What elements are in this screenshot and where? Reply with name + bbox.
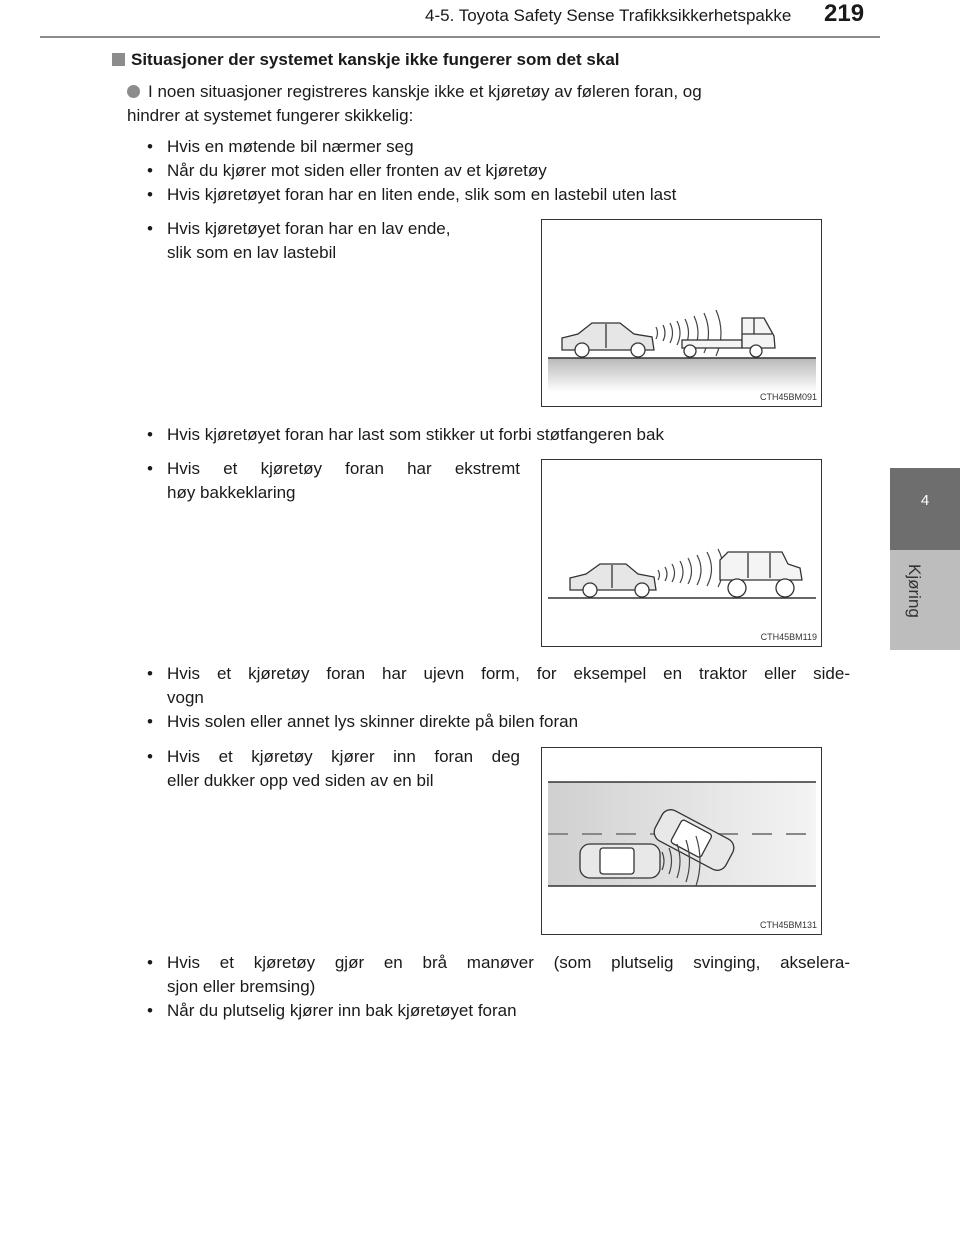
list-item bbox=[147, 662, 850, 710]
section-heading-text: Situasjoner der systemet kanskje ikke fungerer som det skal bbox=[131, 50, 620, 69]
list-item bbox=[147, 999, 847, 1023]
bullet-marker: • bbox=[147, 425, 153, 444]
list-item-text: Hvis kjøretøyet foran har last som stikker ut forbi støtfangeren bak bbox=[167, 425, 664, 444]
list-item bbox=[147, 745, 520, 793]
list-item-text: vogn bbox=[167, 688, 204, 707]
list-item bbox=[147, 183, 857, 207]
figure-code: CTH45BM091 bbox=[759, 392, 817, 402]
bullet-marker: • bbox=[147, 1001, 153, 1020]
header-divider bbox=[40, 36, 880, 38]
intro-paragraph bbox=[127, 80, 851, 128]
list-item-text: Hvis et kjøretøy gjør en brå manøver (som plutselig svinging, akselera- bbox=[167, 953, 850, 972]
bullet-marker: • bbox=[147, 712, 153, 731]
high-clearance-illustration bbox=[542, 460, 821, 646]
cut-in-illustration bbox=[542, 748, 821, 934]
list-item-text: Hvis kjøretøyet foran har en lav ende, bbox=[167, 219, 451, 238]
bullet-marker: • bbox=[147, 219, 153, 238]
section-heading bbox=[112, 50, 620, 70]
radar-waves-icon bbox=[658, 549, 723, 587]
chapter-number: 4 bbox=[920, 492, 930, 509]
low-truck-illustration bbox=[542, 220, 821, 406]
list-item bbox=[147, 135, 847, 159]
list-item bbox=[147, 710, 847, 734]
running-header-title: 4-5. Toyota Safety Sense Trafikksikkerhetspakke bbox=[425, 6, 792, 25]
list-item-text: Hvis et kjøretøy foran har ekstremt bbox=[167, 459, 520, 478]
figure-code: CTH45BM119 bbox=[760, 632, 817, 642]
list-item-text: Hvis kjøretøyet foran har en liten ende, slik som en lastebil uten last bbox=[167, 185, 677, 204]
bullet-marker: • bbox=[147, 161, 153, 180]
square-bullet-icon bbox=[112, 53, 125, 66]
car-icon bbox=[562, 323, 654, 357]
list-item bbox=[147, 951, 850, 999]
list-item-text: Hvis solen eller annet lys skinner direkte på bilen foran bbox=[167, 712, 579, 731]
road-surface bbox=[548, 358, 816, 392]
bullet-marker: • bbox=[147, 747, 153, 766]
suv-icon bbox=[720, 552, 802, 597]
figure-high-clearance bbox=[541, 459, 822, 647]
figure-code: CTH45BM131 bbox=[759, 920, 817, 930]
truck-icon bbox=[682, 318, 775, 357]
round-bullet-icon bbox=[127, 85, 140, 98]
figure-cut-in bbox=[541, 747, 822, 935]
chapter-label: Kjøring bbox=[905, 564, 924, 618]
list-item-text: slik som en lav lastebil bbox=[167, 243, 337, 262]
list-item-text: høy bakkeklaring bbox=[167, 483, 296, 502]
list-item-text: Hvis en møtende bil nærmer seg bbox=[167, 137, 414, 156]
intro-line-2: hindrer at systemet fungerer skikkelig: bbox=[127, 106, 414, 125]
intro-line-1: I noen situasjoner registreres kanskje ikke et kjøretøy av føleren foran, og bbox=[148, 82, 702, 101]
car-icon bbox=[570, 564, 656, 597]
list-item bbox=[147, 159, 847, 183]
list-item bbox=[147, 423, 857, 447]
bullet-marker: • bbox=[147, 664, 153, 683]
chapter-tab-label bbox=[890, 550, 960, 650]
list-item-text: sjon eller bremsing) bbox=[167, 977, 316, 996]
chapter-tab-number bbox=[890, 468, 960, 550]
list-item-text: eller dukker opp ved siden av en bil bbox=[167, 771, 434, 790]
list-item bbox=[147, 217, 527, 265]
bullet-marker: • bbox=[147, 459, 153, 478]
list-item-text: Når du kjører mot siden eller fronten av et kjøretøy bbox=[167, 161, 547, 180]
bullet-marker: • bbox=[147, 137, 153, 156]
bullet-marker: • bbox=[147, 185, 153, 204]
list-item-text: Hvis et kjøretøy kjører inn foran deg bbox=[167, 747, 520, 766]
bullet-marker: • bbox=[147, 953, 153, 972]
figure-low-truck bbox=[541, 219, 822, 407]
list-item bbox=[147, 457, 520, 505]
car-icon bbox=[580, 844, 660, 878]
page-number: 219 bbox=[824, 0, 865, 27]
list-item-text: Hvis et kjøretøy foran har ujevn form, for eksempel en traktor eller side- bbox=[167, 664, 850, 683]
list-item-text: Når du plutselig kjører inn bak kjøretøyet foran bbox=[167, 1001, 517, 1020]
